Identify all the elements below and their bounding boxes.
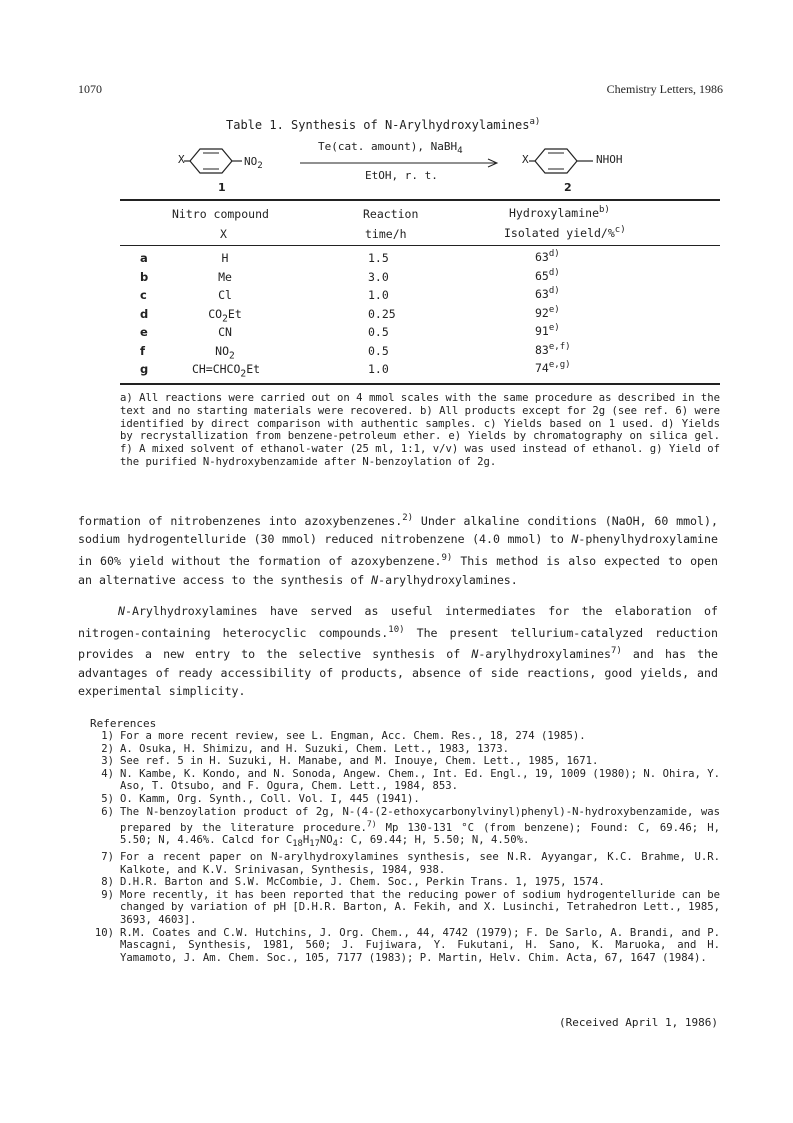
row-time: 0.5 bbox=[368, 343, 389, 358]
row-substituent: $NO_2$ bbox=[215, 343, 235, 361]
row-yield-sup: e,g) bbox=[548, 360, 571, 370]
reference-number: 6) bbox=[101, 805, 114, 818]
row-time: 0.5 bbox=[368, 325, 389, 339]
row-compound-id: c bbox=[140, 288, 147, 302]
reference-number: 5) bbox=[101, 792, 114, 805]
reference-text: D.H.R. Barton and S.W. McCombie, J. Chem. Soc., Perkin Trans. 1, 1975, 1574. bbox=[120, 876, 605, 889]
table-row bbox=[120, 267, 720, 288]
reactant-nitro-text: $NO_2$ bbox=[244, 155, 263, 172]
reference-text: R.M. Coates and C.W. Hutchins, J. Org. Chem., 44, 4742 (1979); F. De Sarlo, A. Brandi, and P. Mascagni, Synthesis, 1981, 560; J. Fujiwara, Y. Fukutani, H. Sano, K. Maruoka, and H. Yamamoto, J. Am. Chem. Soc., 105, 7177 (1983); P. Martin, Helv. Chim. Acta, 67, 1647 (1984). bbox=[120, 926, 720, 964]
row-yield-value: 92 bbox=[535, 305, 549, 320]
table-row bbox=[120, 341, 720, 362]
reference-item bbox=[88, 889, 720, 927]
reference-item bbox=[88, 730, 720, 743]
body-paragraph-1: formation of nitrobenzenes into azoxybenzenes.$^{2)}$ Under alkaline conditions (NaOH, 60 mmol), sodium hydrogentelluride (30 mmol) reduced nitrobenzene (4.0 mmol) to N-phenylhydroxylamine in 60% yield without the formation of azoxybenzene.$^{9)}$ This method is also expected to open an alternative access to the synthesis of N-arylhydroxylamines. bbox=[78, 513, 718, 587]
table-top-rule bbox=[120, 199, 720, 201]
reference-item bbox=[88, 927, 720, 965]
header-reaction: Reaction bbox=[363, 207, 419, 221]
reference-number: 1) bbox=[101, 730, 114, 742]
reference-item bbox=[88, 851, 720, 876]
reference-text: O. Kamm, Org. Synth., Coll. Vol. I, 445 (1941). bbox=[120, 792, 420, 805]
reaction-conditions-bottom: EtOH, r. t. bbox=[365, 169, 438, 182]
row-yield-value: 74 bbox=[535, 360, 549, 375]
row-yield bbox=[535, 323, 560, 338]
reaction-conditions-top: Te(cat. amount), NaBH$_4$ bbox=[318, 140, 463, 157]
received-date: (Received April 1, 1986) bbox=[559, 1016, 718, 1029]
row-substituent: CN bbox=[218, 325, 232, 339]
product-number: 2 bbox=[564, 181, 572, 194]
row-yield-value: 65 bbox=[535, 268, 549, 283]
reference-text: For a recent paper on N-arylhydroxylamines synthesis, see N.R. Ayyangar, K.C. Brahme, U.R. Kalkote, and K.V. Srinivasan, Synthesis, 1984, 938. bbox=[120, 850, 720, 876]
reference-item bbox=[88, 806, 720, 851]
row-substituent: $CH=CHCO_2Et$ bbox=[191, 362, 261, 380]
row-yield-sup: d) bbox=[548, 286, 560, 296]
references-title: References bbox=[90, 717, 157, 730]
row-substituent: Me bbox=[218, 269, 232, 284]
reference-text: See ref. 5 in H. Suzuki, H. Manabe, and M. Inouye, Chem. Lett., 1985, 1671. bbox=[120, 755, 599, 768]
table-bottom-rule bbox=[120, 383, 720, 385]
row-compound-id: e bbox=[140, 325, 148, 339]
reference-text: A. Osuka, H. Shimizu, and H. Suzuki, Chem. Lett., 1983, 1373. bbox=[120, 742, 510, 755]
table-row bbox=[120, 251, 720, 269]
reactant-benzene-ring-icon bbox=[184, 146, 244, 176]
table-header-rule bbox=[120, 245, 720, 246]
page-number: 1070 bbox=[78, 82, 102, 96]
reference-text: More recently, it has been reported that the reducing power of sodium hydrogentelluride can be changed by variation of pH [D.H.R. Barton, A. Fekih, and X. Lusinchi, Tetrahedron Lett., 1985, 3693, 4603]. bbox=[120, 888, 720, 926]
reference-text: For a more recent review, see L. Engman, Acc. Chem. Res., 18, 274 (1985). bbox=[120, 730, 586, 742]
reactant-number: 1 bbox=[218, 181, 226, 194]
row-time: 1.5 bbox=[368, 251, 389, 265]
row-yield-sup: e) bbox=[548, 304, 560, 315]
row-yield bbox=[535, 249, 560, 264]
reference-number: 9) bbox=[101, 888, 114, 901]
row-substituent: H bbox=[221, 251, 229, 265]
reactant-substituent: X bbox=[178, 153, 185, 166]
row-yield-sup: d) bbox=[548, 249, 560, 259]
reference-number: 3) bbox=[101, 755, 114, 768]
reactant-nitro-group bbox=[244, 155, 263, 171]
row-compound-id: f bbox=[140, 343, 146, 358]
row-yield-sup: e) bbox=[548, 323, 560, 333]
row-time: 3.0 bbox=[368, 269, 389, 284]
row-substituent: Cl bbox=[218, 288, 232, 302]
row-time: 0.25 bbox=[368, 306, 396, 321]
header-isolated-yield-sup: c) bbox=[614, 225, 626, 235]
table-row bbox=[120, 288, 720, 306]
reference-text: N. Kambe, K. Kondo, and N. Sonoda, Angew. Chem., Int. Ed. Engl., 19, 1009 (1980); N. Ohira, Y. Aso, T. Otsubo, and F. Ogura, Chem. Lett., 1984, 853. bbox=[120, 767, 720, 793]
row-yield bbox=[535, 268, 560, 283]
row-yield-sup: e,f) bbox=[548, 341, 571, 352]
reference-number: 7) bbox=[101, 850, 114, 863]
reference-item bbox=[88, 755, 720, 768]
row-compound-id: g bbox=[140, 362, 149, 376]
table-row bbox=[120, 325, 720, 343]
reaction-scheme bbox=[0, 0, 793, 200]
header-isolated-yield-text: Isolated yield/% bbox=[504, 225, 615, 240]
references-list bbox=[88, 730, 720, 964]
reference-number: 10) bbox=[94, 926, 114, 939]
header-hydroxylamine bbox=[509, 205, 610, 220]
journal-title: Chemistry Letters, 1986 bbox=[606, 82, 723, 96]
row-time: 1.0 bbox=[368, 362, 389, 376]
table-caption-footnote: a) bbox=[529, 117, 541, 127]
header-hydroxylamine-text: Hydroxylamine bbox=[509, 205, 600, 220]
row-yield-value: 63 bbox=[535, 286, 549, 301]
reference-text: The N-benzoylation product of 2g, N-(4-(2-ethoxycarbonylvinyl)phenyl)-N-hydroxybenzamide, was prepared by the literature procedure.$^{7)}$ Mp 130-131 °C (from benzene); Found: C, 69.46; H, 5.50; N, 4.46%. Calcd for $C_{18}H_{17}NO_4$: C, 69.44; H, 5.50; N, 4.50%. bbox=[120, 805, 720, 850]
product-benzene-ring-icon bbox=[529, 146, 597, 176]
row-substituent: $CO_2Et$ bbox=[208, 306, 242, 324]
row-yield bbox=[535, 342, 571, 357]
header-hydroxylamine-sup: b) bbox=[599, 205, 610, 215]
reference-number: 4) bbox=[101, 767, 114, 780]
row-yield bbox=[535, 286, 560, 301]
row-compound-id: a bbox=[140, 251, 148, 265]
row-yield-value: 91 bbox=[535, 323, 549, 338]
reference-item bbox=[88, 793, 720, 806]
reference-item bbox=[88, 768, 720, 793]
table-caption-text: Table 1. Synthesis of N-Arylhydroxylamines bbox=[226, 118, 530, 132]
row-compound-id: d bbox=[140, 306, 149, 321]
reference-number: 8) bbox=[101, 876, 114, 889]
row-yield-sup: d) bbox=[548, 267, 560, 278]
body-paragraph-2: N-Arylhydroxylamines have served as useful intermediates for the elaboration of nitrogen-containing heterocyclic compounds.$^{10)}$ The present tellurium-catalyzed reduction provides a new entry to the selective synthesis of N-arylhydroxylamines$^{7)}$ and has the advantages of ready accessibility of products, absence of side reactions, good yields, and experimental simplicity. bbox=[78, 604, 719, 699]
reference-number: 2) bbox=[101, 742, 114, 755]
table-row bbox=[120, 304, 720, 325]
reference-item bbox=[88, 743, 720, 756]
table-row bbox=[120, 362, 720, 380]
product-substituent: X bbox=[522, 153, 529, 166]
table-notes: a) All reactions were carried out on 4 mmol scales with the same procedure as described in the text and no starting materials were recovered. b) All products except for 2g (see ref. 6) were identified by direct comparison with authentic samples. c) Yields based on 1 used. d) Yields by recrystallization from benzene-petroleum ether. e) Yields by chromatography on silica gel. f) A mixed solvent of ethanol-water (25 ml, 1:1, v/v) was used instead of ethanol. g) Yield of the purified N-hydroxybenzamide after N-benzoylation of 2g. bbox=[120, 392, 720, 468]
row-yield bbox=[535, 360, 571, 375]
reference-item bbox=[88, 876, 720, 889]
row-compound-id: b bbox=[140, 269, 149, 284]
row-yield bbox=[535, 305, 560, 320]
product-hydroxylamine-group: NHOH bbox=[596, 153, 623, 166]
reaction-arrow-icon bbox=[300, 158, 500, 168]
header-nitro-compound: Nitro compound bbox=[172, 207, 269, 221]
row-yield-value: 83 bbox=[535, 342, 549, 357]
header-time: time/h bbox=[365, 227, 407, 241]
row-yield-value: 63 bbox=[535, 249, 549, 264]
row-time: 1.0 bbox=[368, 288, 389, 302]
header-x: X bbox=[220, 227, 227, 241]
header-isolated-yield bbox=[504, 225, 626, 240]
